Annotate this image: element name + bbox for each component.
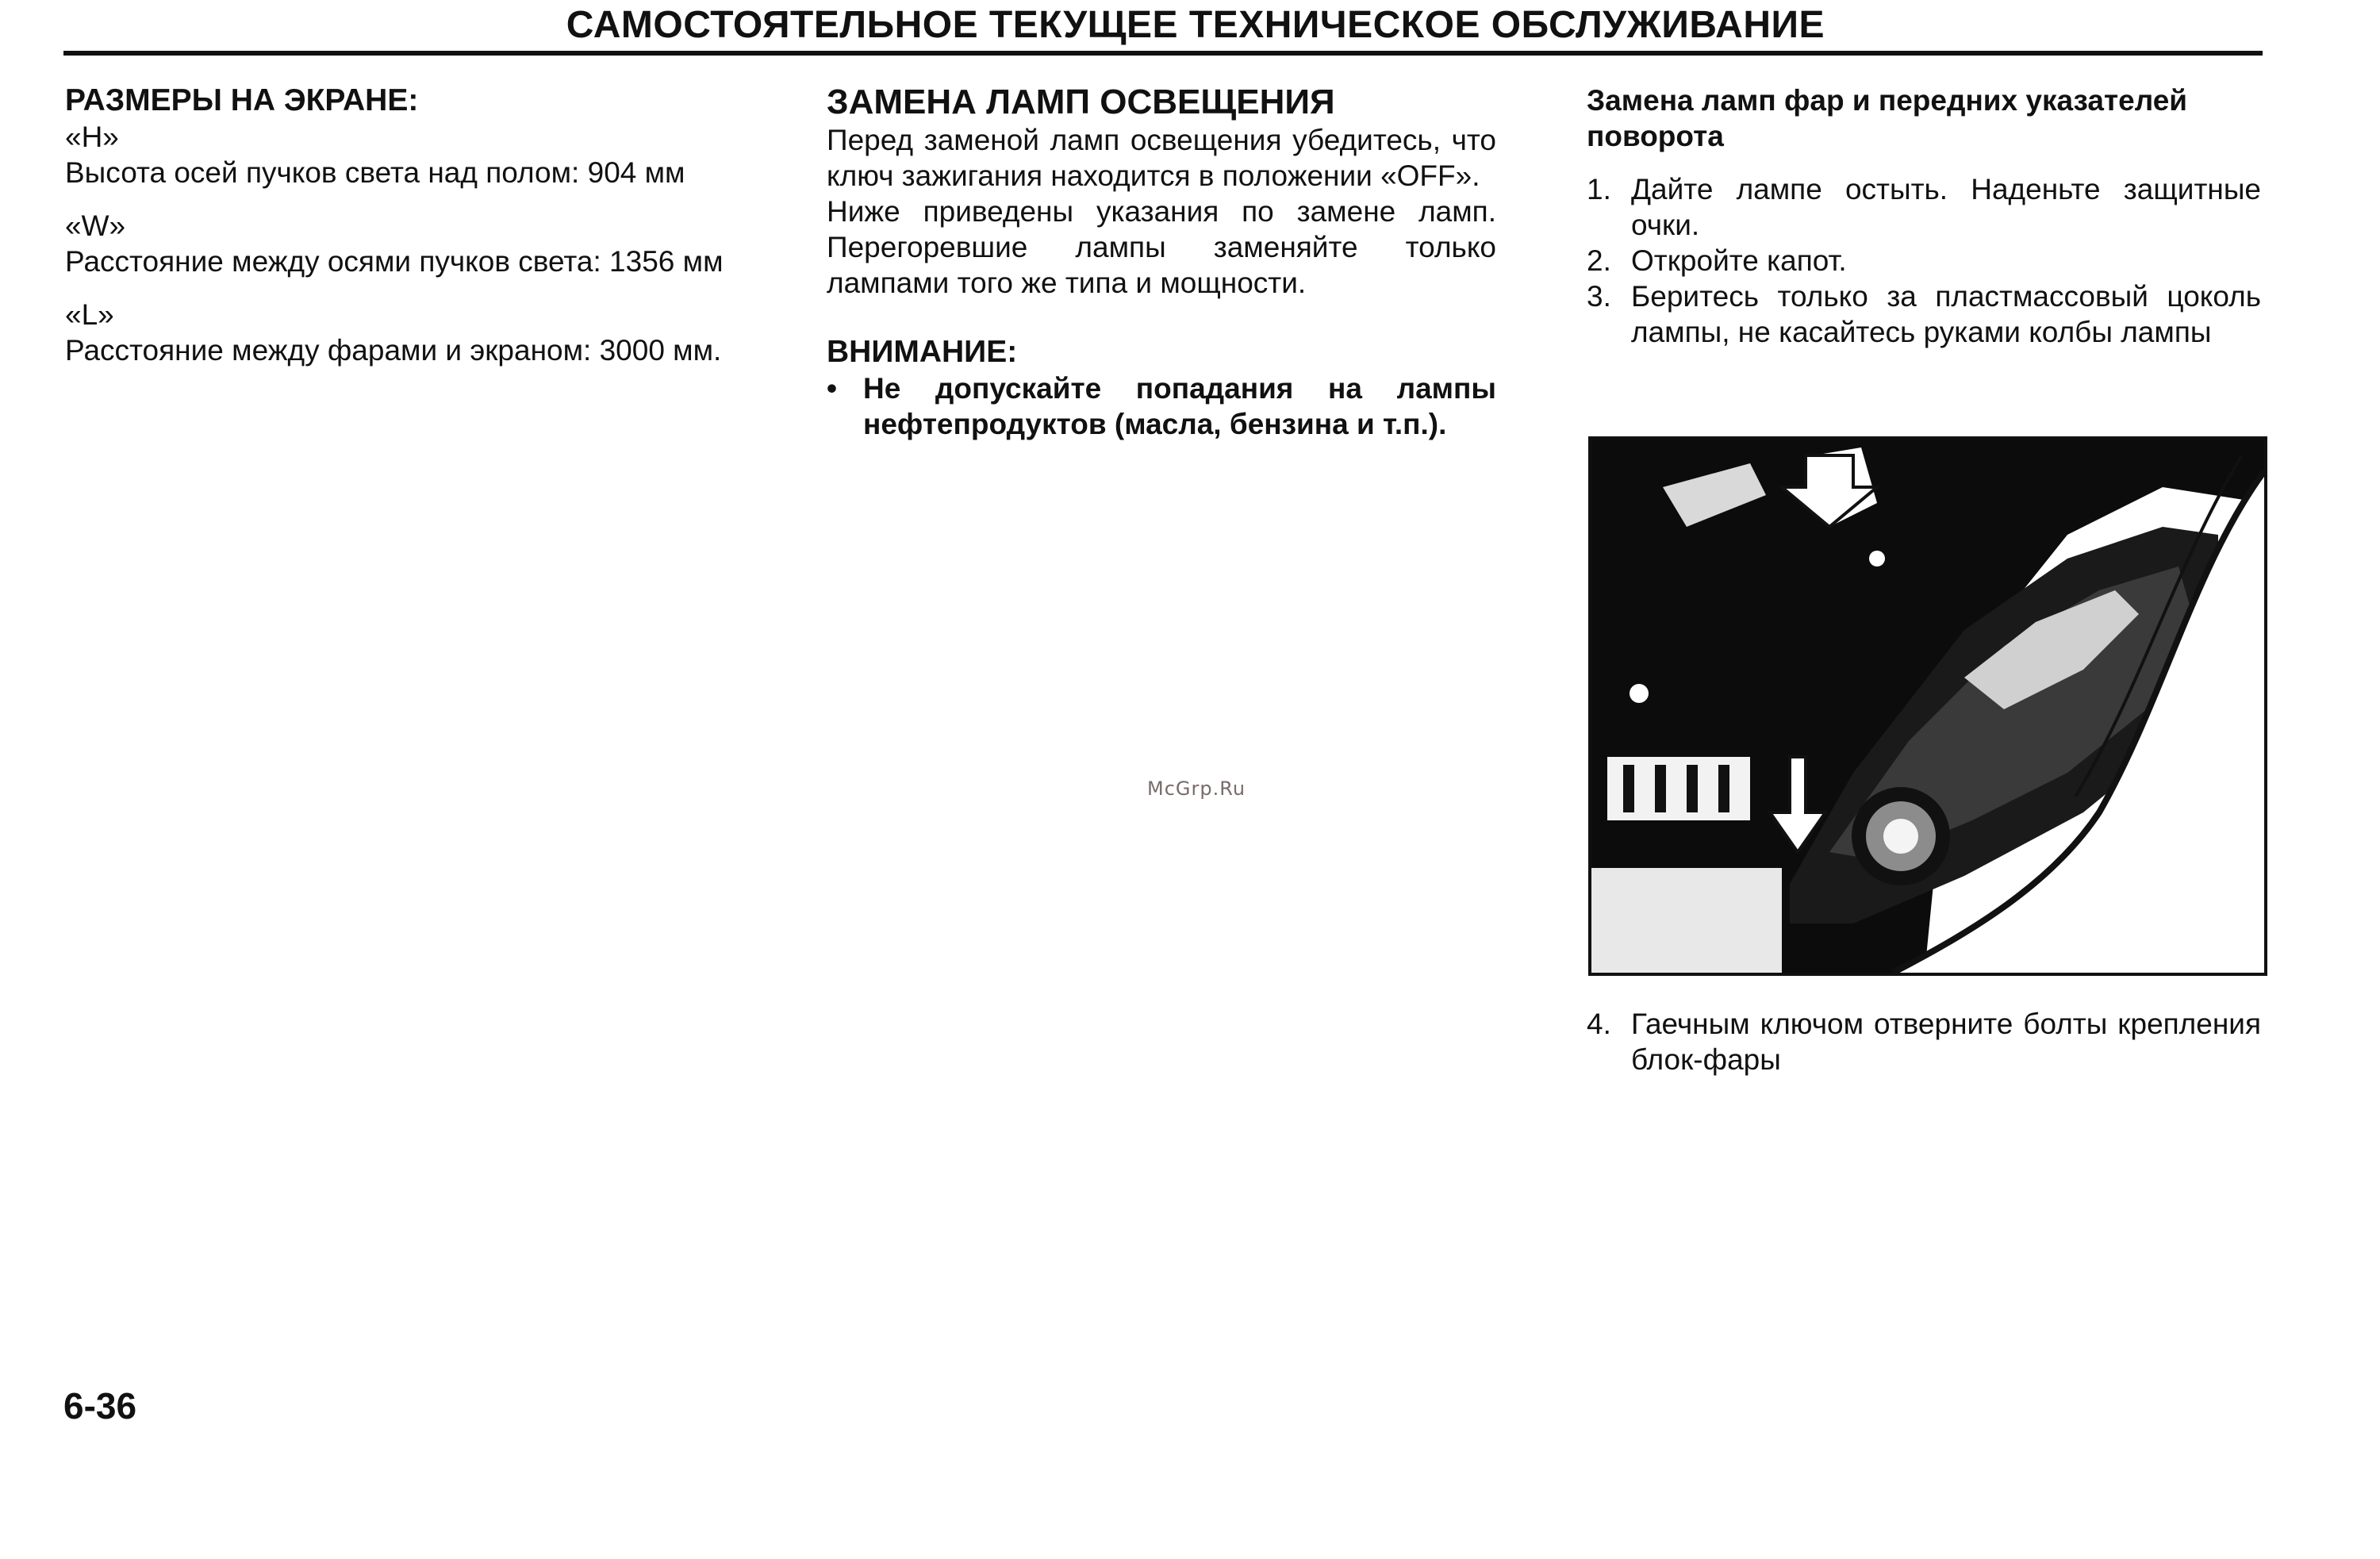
step-text: Гаечным ключом отверните болты крепления блок-фары	[1631, 1008, 2261, 1076]
header-title-text: САМОСТОЯТЕЛЬНОЕ ТЕКУЩЕЕ ТЕХНИЧЕСКОЕ ОБСЛУЖИВАНИЕ	[566, 4, 1825, 46]
watermark: McGrp.Ru	[1147, 778, 1246, 800]
step-text: Беритесь только за пластмассовый цоколь лампы, не касайтесь руками колбы лампы	[1631, 280, 2261, 348]
headlamp-photo	[1588, 436, 2267, 976]
headlamp-section	[1587, 83, 2261, 350]
warning-list	[827, 371, 1496, 442]
step-item	[1587, 1006, 2261, 1077]
distance-text: Расстояние между фарами и экраном: 3000 мм.	[65, 334, 722, 367]
headlamp-steps	[1587, 171, 2261, 350]
step-number: 1.	[1587, 173, 1611, 205]
page-number: 6-36	[63, 1385, 137, 1427]
symbol-h: «H»	[65, 121, 119, 153]
screen-sizes-section	[65, 83, 738, 368]
step-text: Дайте лампе остыть. Наденьте защитные очки.	[1631, 173, 2261, 241]
headlamp-step-4	[1587, 1006, 2261, 1077]
headlamp-title: Замена ламп фар и передних указателей поворота	[1587, 84, 2188, 152]
step-item	[1587, 171, 2261, 243]
step-number: 2.	[1587, 244, 1611, 277]
symbol-l: «L»	[65, 298, 114, 331]
headlamp-illustration-icon	[1591, 440, 2264, 973]
step-number: 3.	[1587, 280, 1611, 313]
step-item	[1587, 243, 2261, 278]
warning-text: Не допускайте попадания на лампы нефтепродуктов (масла, бензина и т.п.).	[863, 372, 1496, 440]
lamp-replacement-section	[827, 83, 1496, 442]
header-divider	[63, 51, 2263, 56]
step-number: 4.	[1587, 1008, 1611, 1040]
symbol-w: «W»	[65, 209, 126, 242]
bullet-icon: •	[827, 372, 837, 405]
width-text: Расстояние между осями пучков света: 1356 мм	[65, 245, 724, 278]
warning-item	[827, 371, 1496, 442]
height-text: Высота осей пучков света над полом: 904 мм	[65, 156, 685, 189]
step-item	[1587, 278, 2261, 350]
warning-title: ВНИМАНИЕ:	[827, 335, 1018, 369]
lamp-intro-paragraph: Перед заменой ламп освещения убедитесь, что ключ зажигания находится в положении «OFF».	[827, 124, 1496, 192]
page-header-title	[0, 2, 2261, 49]
lamp-replacement-title: ЗАМЕНА ЛАМП ОСВЕЩЕНИЯ	[827, 83, 1335, 121]
step-text: Откройте капот.	[1631, 244, 1847, 277]
lamp-instructions-paragraph: Ниже приведены указания по замене ламп. Перегоревшие лампы заменяйте только лампами того же типа и мощности.	[827, 195, 1496, 299]
screen-sizes-title: РАЗМЕРЫ НА ЭКРАНЕ:	[65, 83, 419, 117]
